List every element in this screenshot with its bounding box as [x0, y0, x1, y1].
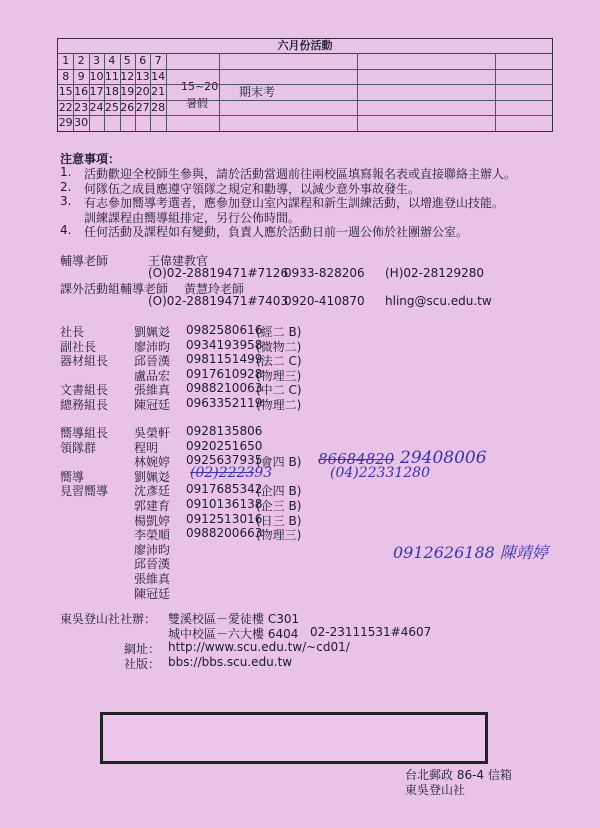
- calendar-day: 27: [135, 100, 150, 114]
- note-text: 任何活動及課程如有變動，負責人應於活動日前一週公佈於社團辦公室。: [84, 225, 469, 239]
- calendar-day: 17: [89, 85, 104, 98]
- calendar-day: 20: [135, 85, 150, 98]
- grid-vline: [357, 53, 358, 131]
- calendar-day: 8: [62, 69, 70, 83]
- roster-dept: (經二 B): [256, 325, 302, 339]
- calendar-day: 30: [74, 116, 89, 129]
- note-text: 何隊伍之成員應遵守領隊之規定和勸導，以減少意外事故發生。: [84, 181, 421, 196]
- roster-dept: (企四 B): [256, 484, 302, 499]
- handwritten-struck-number: 86684820: [318, 450, 395, 468]
- web-label: 網址：: [124, 642, 161, 656]
- calendar-day: 11: [104, 69, 119, 83]
- po-box: 台北郵政 86-4 信箱: [405, 768, 512, 782]
- roster-dept: (物理二): [256, 398, 302, 412]
- roster-phone: 0917610928: [186, 366, 263, 381]
- notes-heading: 注意事項：: [60, 152, 121, 166]
- roster-name: 邱晉漢: [134, 557, 171, 572]
- bbs-label: 社版：: [124, 657, 161, 671]
- calendar-day: 24: [89, 100, 104, 114]
- roster-phone: 0917685342: [186, 482, 263, 497]
- roster-phone: 0988210063: [186, 381, 263, 396]
- calendar-day: 12: [120, 69, 135, 83]
- roster-phone: 0912513016: [186, 511, 263, 526]
- roster-dept: (物理三): [256, 528, 302, 543]
- address-box: [100, 712, 488, 764]
- roster-name: 郭建育: [134, 499, 171, 513]
- calendar-day: 25: [104, 100, 119, 114]
- note-number: 3.: [60, 194, 72, 208]
- activity-advisor-name: 黃慧玲老師: [184, 282, 245, 296]
- office-label: 東吳登山社社辦：: [60, 612, 157, 626]
- roster-name: 劉姵彣: [134, 325, 171, 339]
- roster-role: 見習嚮導: [60, 484, 109, 499]
- calendar-day: 18: [104, 85, 119, 98]
- calendar-day: 13: [135, 69, 150, 83]
- advisor-title: 輔導老師: [60, 254, 109, 268]
- handwritten-phone-a-struck: (02)2223: [190, 465, 255, 481]
- roster-role: 嚮導組長: [60, 426, 109, 440]
- campus2-phone: 02-23111531#4607: [310, 625, 432, 639]
- calendar-day: 5: [123, 54, 131, 67]
- calendar-day: 16: [74, 85, 89, 98]
- roster-dept: (微物二): [256, 339, 302, 354]
- calendar-day: 26: [120, 100, 135, 114]
- roster-name: 劉姵彣: [134, 469, 171, 484]
- calendar-day: 3: [93, 54, 100, 67]
- roster-name: 盧品宏: [134, 368, 171, 383]
- handwritten-extra-contact: 0912626188 陳靖婷: [393, 543, 548, 562]
- roster-phone: 0925637935: [186, 453, 263, 468]
- calendar-day: 4: [108, 54, 116, 67]
- roster-role: 器材組長: [60, 354, 109, 369]
- roster-name: 楊凱婷: [134, 513, 171, 528]
- roster-name: 程明: [134, 440, 159, 455]
- note-text: 有志參加嚮導考選者，應參加登山室內課程和新生訓練活動，以增進登山技能。: [84, 196, 505, 210]
- note-number: 2.: [60, 179, 72, 194]
- calendar-title: 六月份活動: [58, 39, 552, 54]
- calendar-day: 1: [62, 54, 70, 67]
- roster-name: 陳冠廷: [134, 398, 171, 412]
- summer-label: 暑假: [186, 97, 208, 110]
- grid-vline: [89, 53, 90, 131]
- calendar-day: 15: [58, 85, 73, 98]
- activity-advisor-email: hling@scu.edu.tw: [385, 294, 492, 308]
- roster-dept: (法二 C): [256, 354, 302, 369]
- grid-hline: [58, 100, 552, 101]
- advisor-office: (O)02-28819471#7126: [148, 266, 289, 280]
- roster-phone: 0910136138: [186, 497, 263, 511]
- calendar-day: 21: [151, 85, 166, 98]
- roster-name: 李榮順: [134, 528, 171, 543]
- bbs-link[interactable]: bbs://bbs.scu.edu.tw: [168, 655, 293, 669]
- grid-hline: [58, 115, 552, 116]
- roster-phone: 0988200663: [186, 526, 263, 541]
- roster-phone: 0920251650: [186, 438, 263, 453]
- roster-phone: 0981151499: [186, 352, 263, 367]
- activity-advisor-office: (O)02-28819471#7403: [148, 294, 289, 308]
- grid-vline: [104, 53, 105, 131]
- roster-role: 副社長: [60, 339, 97, 354]
- calendar-day: 2: [77, 54, 85, 67]
- grid-vline: [219, 53, 220, 131]
- calendar-day: 6: [139, 54, 147, 67]
- web-link[interactable]: http://www.scu.edu.tw/~cd01/: [168, 640, 350, 654]
- roster-dept: (企三 B): [256, 499, 302, 513]
- roster-name: 吳榮軒: [134, 426, 171, 440]
- roster-name: 廖沛昀: [134, 542, 171, 557]
- summer-range: 15~20: [181, 80, 219, 93]
- roster-role: 總務組長: [60, 398, 109, 412]
- roster-dept: (中二 C): [256, 383, 302, 398]
- club-name: 東吳登山社: [405, 783, 466, 797]
- activity-advisor-mobile: 0920-410870: [284, 294, 365, 308]
- advisor-mobile: 0933-828206: [284, 266, 365, 280]
- roster-phone: 0963352119: [186, 396, 263, 410]
- roster-dept: (會四 B): [256, 455, 302, 470]
- advisor-home: (H)02-28129280: [385, 266, 485, 280]
- note-number: 1.: [60, 165, 72, 179]
- roster-role: 社長: [60, 325, 85, 339]
- roster-phone: 0928135806: [186, 424, 263, 438]
- calendar-day: 7: [154, 54, 162, 67]
- note-number: 4.: [60, 223, 72, 237]
- calendar-day: 29: [58, 116, 73, 129]
- calendar-day: 23: [74, 100, 89, 114]
- calendar-day: 9: [77, 69, 85, 83]
- roster-name: 陳冠廷: [134, 586, 171, 601]
- june-calendar: [57, 38, 553, 132]
- grid-vline: [73, 53, 74, 131]
- note-text: 訓練課程由嚮導組排定，另行公佈時間。: [84, 210, 301, 225]
- roster-name: 張維真: [134, 383, 171, 398]
- calendar-day: 28: [151, 100, 166, 114]
- roster-phone: 0982580616: [186, 323, 263, 337]
- roster-name: 林婉婷: [134, 455, 171, 470]
- roster-dept: (物理三): [256, 368, 302, 383]
- grid-vline: [120, 53, 121, 131]
- handwritten-new-number: 29408006: [400, 448, 487, 468]
- handwritten-phone-a: [190, 465, 272, 481]
- roster-name: 廖沛昀: [134, 339, 171, 354]
- grid-hline: [58, 84, 552, 85]
- campus1: 雙溪校區－愛徒樓 C301: [168, 612, 300, 626]
- handwritten-phone-a-tail: 93: [254, 465, 273, 481]
- campus2: 城中校區－六大樓 6404: [168, 627, 299, 641]
- grid-vline: [150, 53, 151, 131]
- activity-advisor-title: 課外活動組輔導老師: [60, 282, 169, 296]
- calendar-day: 14: [151, 69, 166, 83]
- roster-dept: (日三 B): [256, 513, 302, 528]
- roster-role: 嚮導: [60, 469, 85, 484]
- calendar-day: 22: [58, 100, 73, 114]
- calendar-day: 19: [120, 85, 135, 98]
- advisor-name: 王偉建教官: [148, 254, 209, 268]
- grid-vline: [495, 53, 496, 131]
- roster-role: 領隊群: [60, 440, 97, 455]
- handwritten-phone-b: (04)22331280: [330, 465, 430, 481]
- roster-name: 邱晉漢: [134, 354, 171, 369]
- roster-name: 沈彥廷: [134, 484, 171, 499]
- calendar-day: 10: [89, 69, 104, 83]
- note-text: 活動歡迎全校師生參與，請於活動當週前往兩校區填寫報名表或直接聯絡主辦人。: [84, 167, 517, 181]
- roster-name: 張維真: [134, 572, 171, 586]
- roster-role: 文書組長: [60, 383, 109, 398]
- grid-vline: [166, 53, 167, 131]
- grid-vline: [135, 53, 136, 131]
- grid-hline: [58, 69, 552, 70]
- exam-label: 期末考: [239, 85, 276, 99]
- roster-phone: 0934193958: [186, 337, 263, 352]
